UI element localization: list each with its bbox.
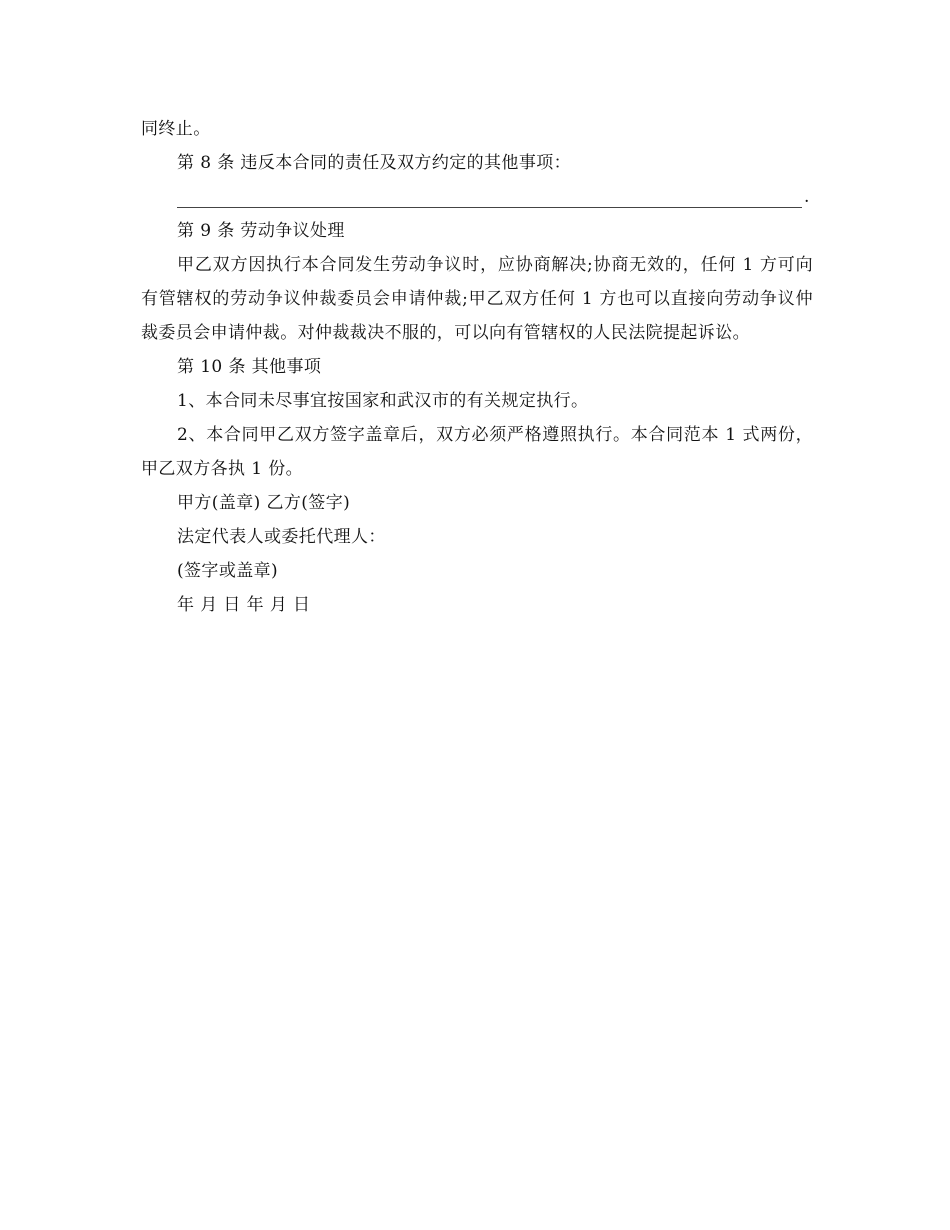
article-9-heading: 第 9 条 劳动争议处理 [177, 221, 345, 241]
blank-end-period: . [804, 187, 810, 207]
sign-or-seal-label: (签字或盖章) [177, 561, 279, 581]
date-line: 年 月 日 年 月 日 [177, 595, 311, 615]
article-10-item-1: 1、本合同未尽事宜按国家和武汉市的有关规定执行。 [177, 391, 589, 411]
document-body [141, 112, 813, 622]
article-9-body: 甲乙双方因执行本合同发生劳动争议时，应协商解决;协商无效的，任何 1 方可向有管辖权的劳动争议仲裁委员会申请仲裁;甲乙双方任何 1 方也可以直接向劳动争议仲裁委员会申请仲裁。对仲裁裁决不服的，可以向有管辖权的人民法院提起诉讼。 [141, 255, 813, 343]
legal-representative-label: 法定代表人或委托代理人： [177, 527, 386, 547]
signature-parties: 甲方(盖章) 乙方(签字) [177, 493, 351, 513]
paragraph-continuation: 同终止。 [141, 119, 211, 139]
blank-underline [177, 207, 802, 208]
article-8-heading: 第 8 条 违反本合同的责任及双方约定的其他事项： [177, 153, 572, 173]
fill-in-blank-line [177, 180, 813, 214]
article-10-heading: 第 10 条 其他事项 [177, 357, 322, 377]
article-10-item-2: 2、本合同甲乙双方签字盖章后，双方必须严格遵照执行。本合同范本 1 式两份，甲乙双方各执 1 份。 [141, 425, 813, 479]
